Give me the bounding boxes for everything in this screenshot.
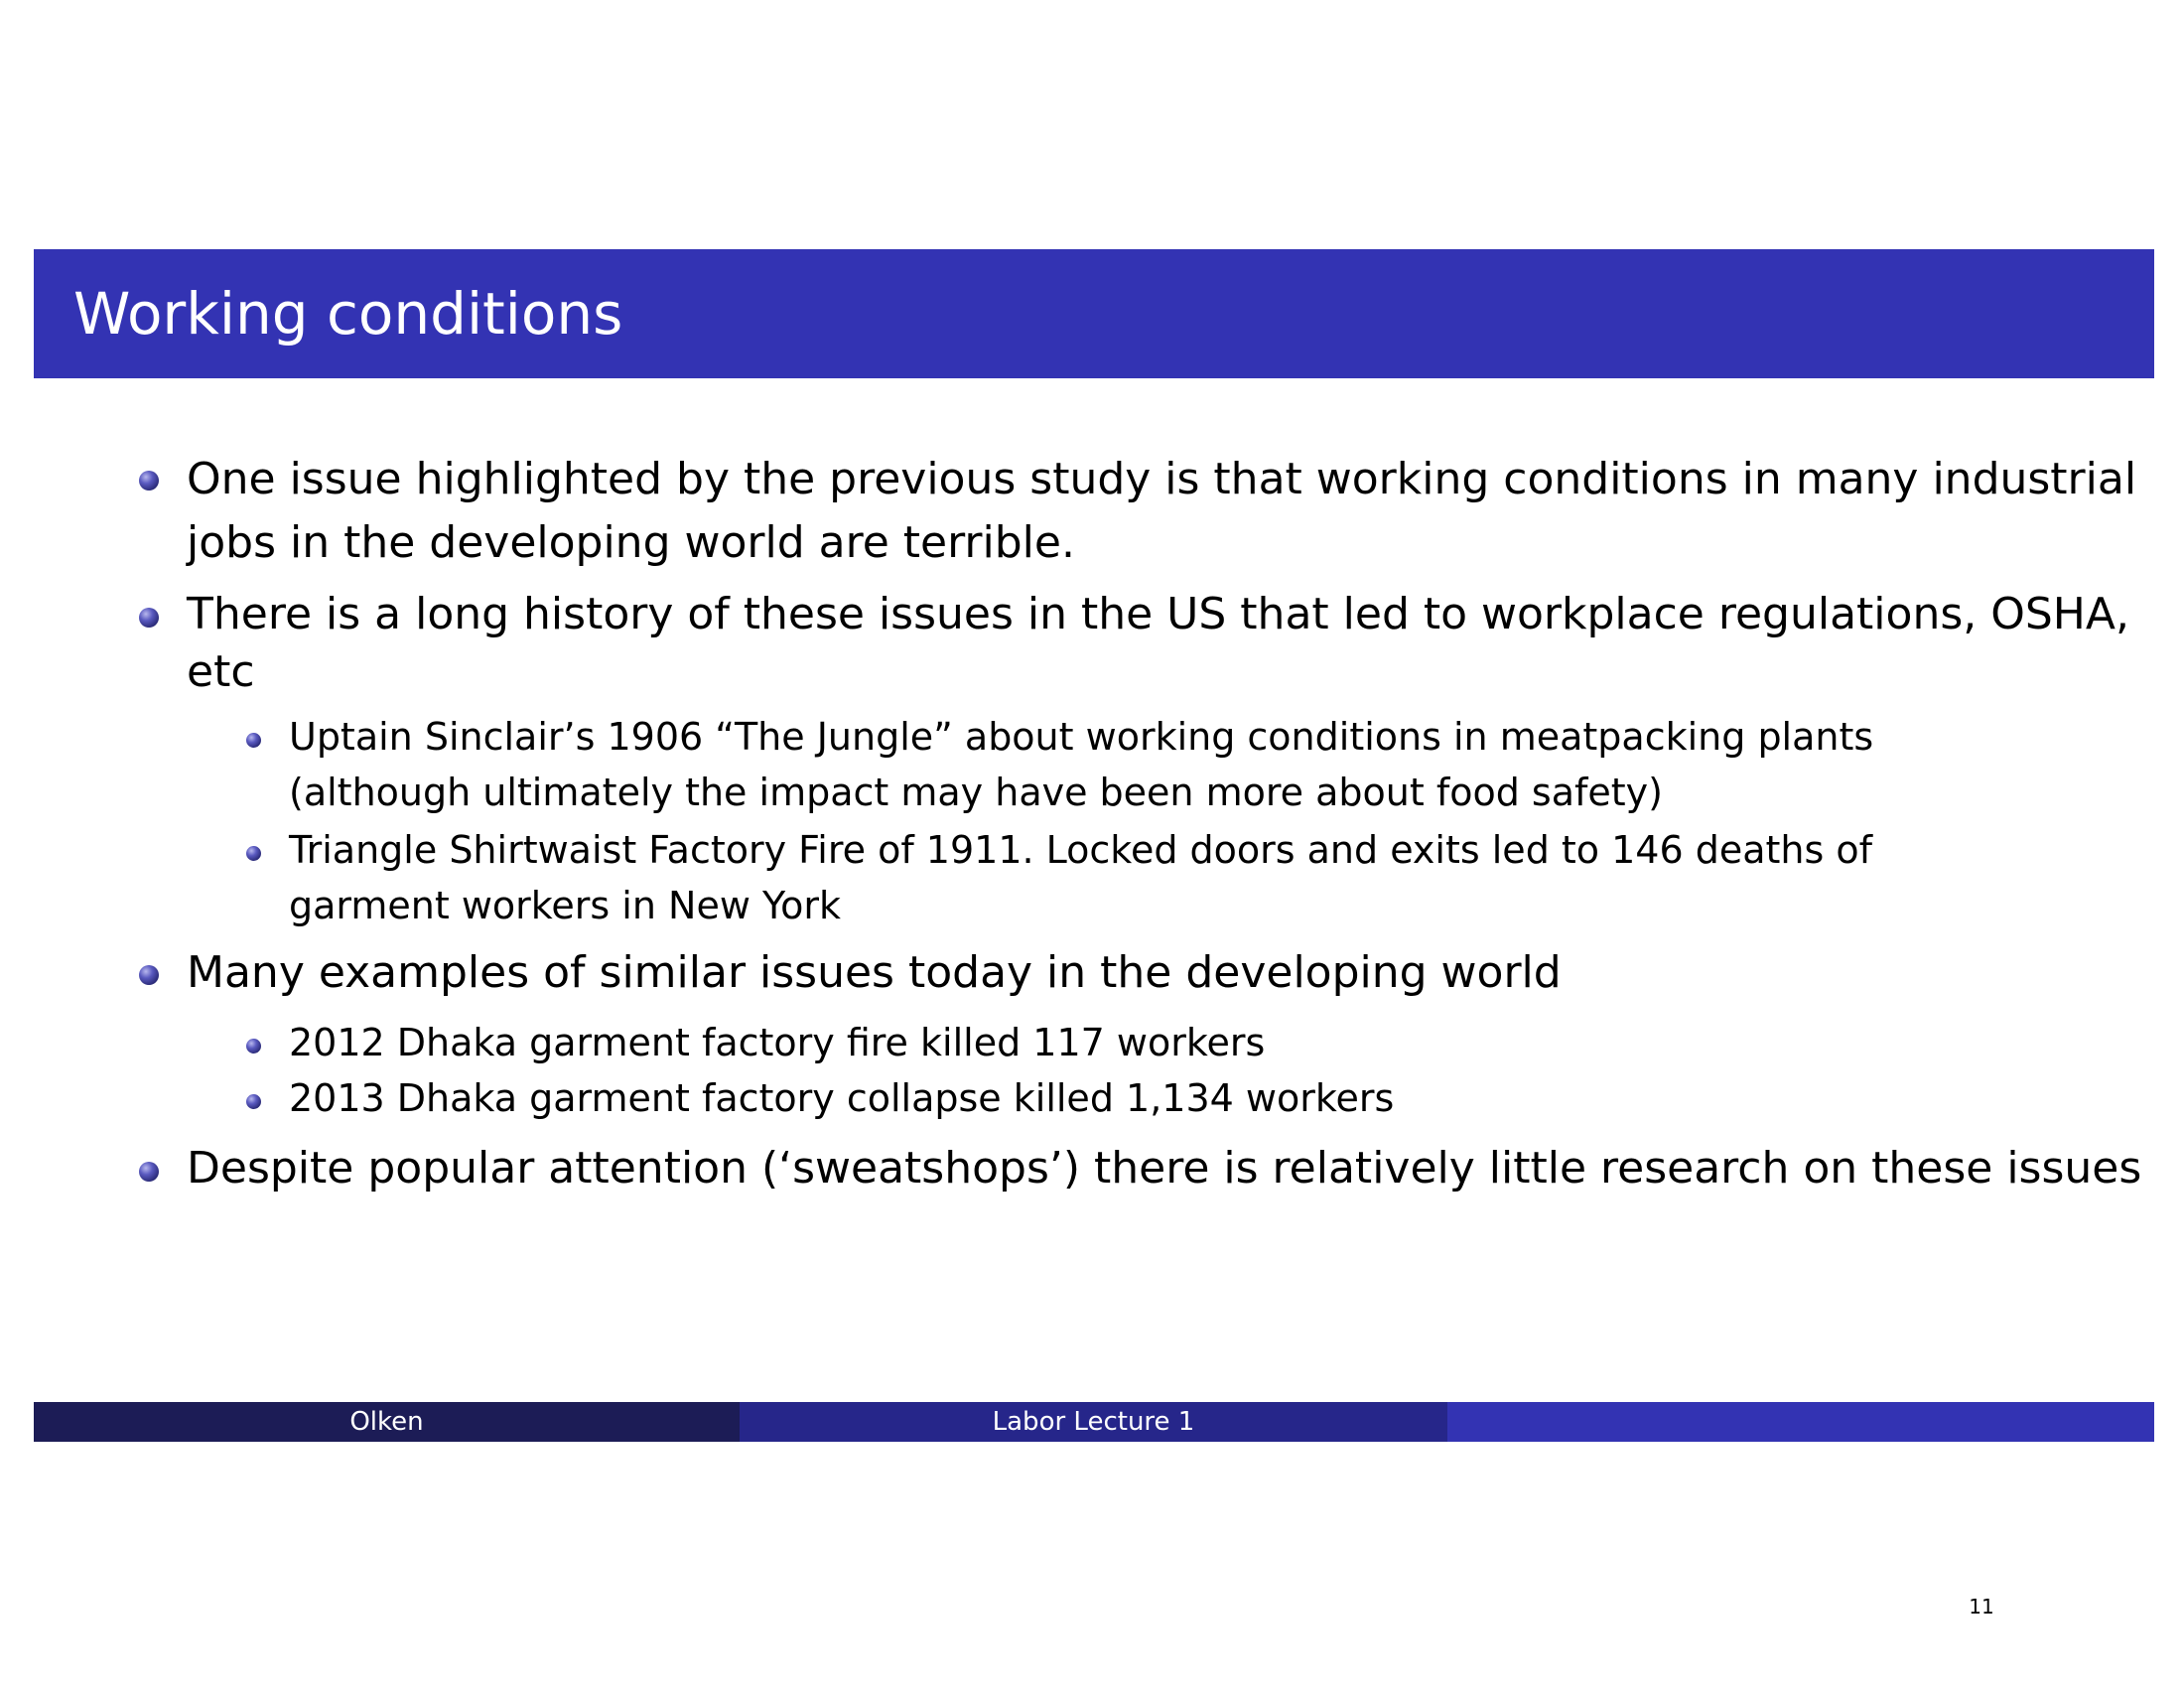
sub-bullet-2-1-line-2: (although ultimately the impact may have been more about food safety) — [289, 771, 1663, 814]
bullet-2-line-2: etc — [187, 646, 255, 697]
footer-bar — [34, 1402, 2154, 1442]
bullet-icon — [139, 965, 159, 985]
bullet-2-line-1: There is a long history of these issues in the US that led to workplace regulations, OSHA, — [187, 589, 2129, 639]
bullet-icon — [139, 471, 159, 491]
sub-bullet-3-1-line-1: 2012 Dhaka garment factory fire killed 117 workers — [289, 1021, 1266, 1064]
sub-bullet-2-2-line-1: Triangle Shirtwaist Factory Fire of 1911. Locked doors and exits led to 146 deaths of — [289, 828, 1872, 872]
bullet-1-line-1: One issue highlighted by the previous study is that working conditions in many industrial — [187, 454, 2137, 504]
sub-bullet-icon — [246, 846, 261, 861]
sub-bullet-2-1-line-1: Uptain Sinclair’s 1906 “The Jungle” about working conditions in meatpacking plants — [289, 715, 1874, 759]
footer-right-segment — [1447, 1402, 2154, 1442]
slide-title: Working conditions — [73, 280, 623, 348]
bullet-1-line-2: jobs in the developing world are terrible. — [187, 517, 1075, 568]
sub-bullet-icon — [246, 1039, 261, 1054]
bullet-4-line-1: Despite popular attention (‘sweatshops’) there is relatively little research on these issues — [187, 1143, 2142, 1194]
bullet-icon — [139, 1162, 159, 1182]
bullet-3-line-1: Many examples of similar issues today in the developing world — [187, 947, 1562, 998]
sub-bullet-3-2-line-1: 2013 Dhaka garment factory collapse killed 1,134 workers — [289, 1076, 1395, 1120]
sub-bullet-icon — [246, 1094, 261, 1109]
sub-bullet-2-2-line-2: garment workers in New York — [289, 884, 842, 927]
sub-bullet-icon — [246, 733, 261, 748]
footer-author: Olken — [34, 1402, 740, 1442]
footer-lecture: Labor Lecture 1 — [740, 1402, 1447, 1442]
page-number: 11 — [1969, 1595, 1994, 1618]
bullet-icon — [139, 608, 159, 628]
